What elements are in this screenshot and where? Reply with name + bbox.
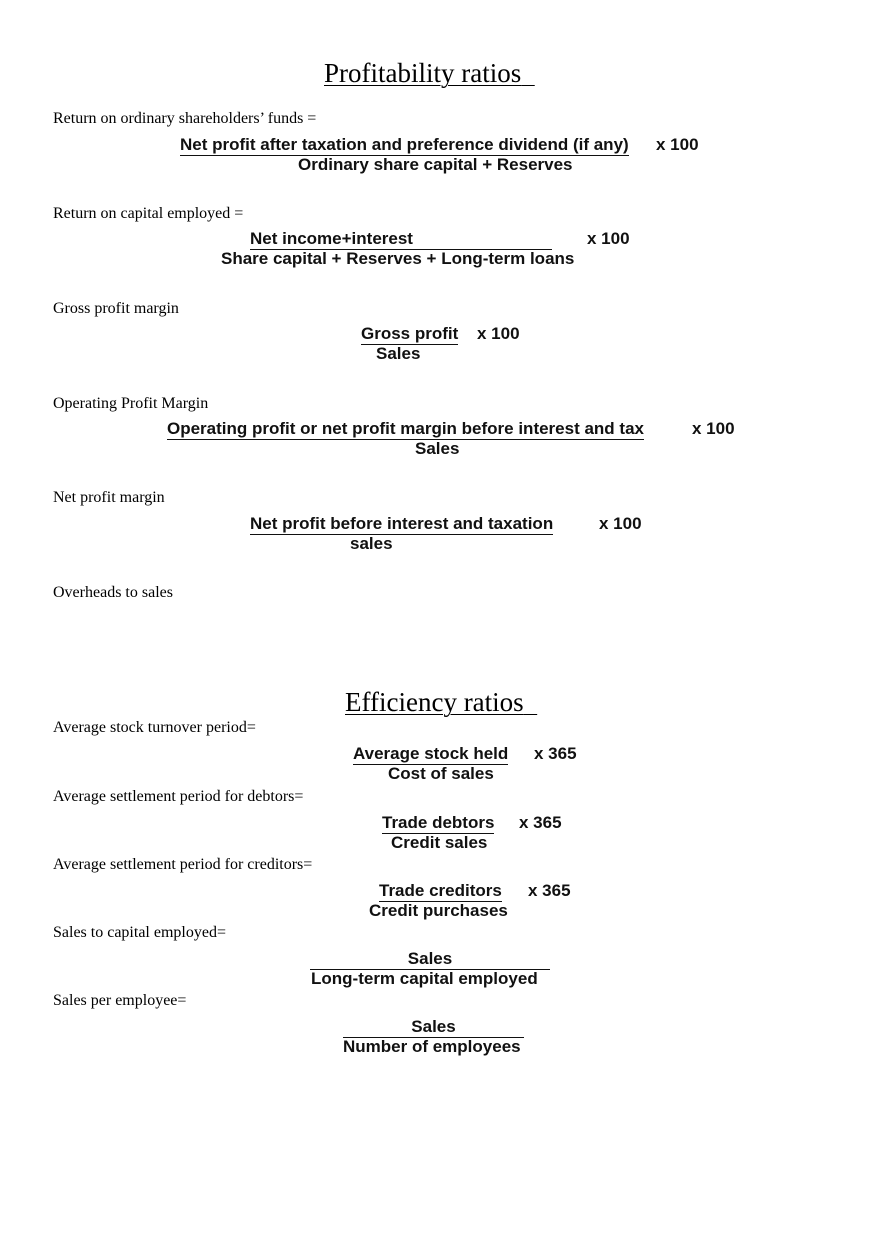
return-on-shareholders-funds-multiplier: x 100 [656,135,699,154]
operating-profit-margin-numerator: Operating profit or net profit margin before interest and tax [167,419,644,438]
debtors-settlement-multiplier: x 365 [519,813,562,832]
operating-profit-margin-denominator: Sales [415,439,460,458]
sales-to-capital-numerator: Sales [310,949,550,970]
gross-profit-margin-label: Gross profit margin [53,300,179,317]
debtors-settlement-label: Average settlement period for debtors= [53,788,304,805]
return-on-shareholders-funds-denominator: Ordinary share capital + Reserves [298,155,573,174]
gross-profit-margin-multiplier: x 100 [477,324,520,343]
debtors-settlement-denominator: Credit sales [391,833,488,852]
profitability-heading: Profitability ratios [324,58,522,88]
creditors-settlement-multiplier: x 365 [528,881,571,900]
stock-turnover-label: Average stock turnover period= [53,719,256,736]
gross-profit-margin-numerator: Gross profit [361,324,459,343]
sales-per-employee-numerator: Sales [343,1017,524,1038]
operating-profit-margin-label: Operating Profit Margin [53,395,209,412]
creditors-settlement-denominator: Credit purchases [369,901,508,920]
overheads-to-sales-label: Overheads to sales [53,584,173,601]
return-on-capital-employed-denominator: Share capital + Reserves + Long-term loans [221,249,575,268]
net-profit-margin-label: Net profit margin [53,489,165,506]
creditors-settlement-label: Average settlement period for creditors= [53,856,313,873]
sales-per-employee-label: Sales per employee= [53,992,187,1009]
operating-profit-margin-multiplier: x 100 [692,419,735,438]
return-on-capital-employed-label: Return on capital employed = [53,205,244,222]
sales-per-employee-denominator: Number of employees [343,1037,521,1056]
net-profit-margin-numerator: Net profit before interest and taxation [250,514,554,533]
stock-turnover-numerator: Average stock held [353,744,509,763]
stock-turnover-denominator: Cost of sales [388,764,494,783]
sales-to-capital-label: Sales to capital employed= [53,924,226,941]
creditors-settlement-numerator: Trade creditors [379,881,502,900]
net-profit-margin-multiplier: x 100 [599,514,642,533]
sales-to-capital-denominator: Long-term capital employed [311,969,538,988]
stock-turnover-multiplier: x 365 [534,744,577,763]
return-on-capital-employed-multiplier: x 100 [587,229,630,248]
debtors-settlement-numerator: Trade debtors [382,813,495,832]
net-profit-margin-denominator: sales [350,534,393,553]
efficiency-heading: Efficiency ratios [345,687,524,717]
gross-profit-margin-denominator: Sales [376,344,421,363]
return-on-shareholders-funds-label: Return on ordinary shareholders’ funds = [53,110,317,127]
return-on-shareholders-funds-numerator: Net profit after taxation and preference dividend (if any) [180,135,629,154]
return-on-capital-employed-numerator: Net income+interest [250,229,552,250]
